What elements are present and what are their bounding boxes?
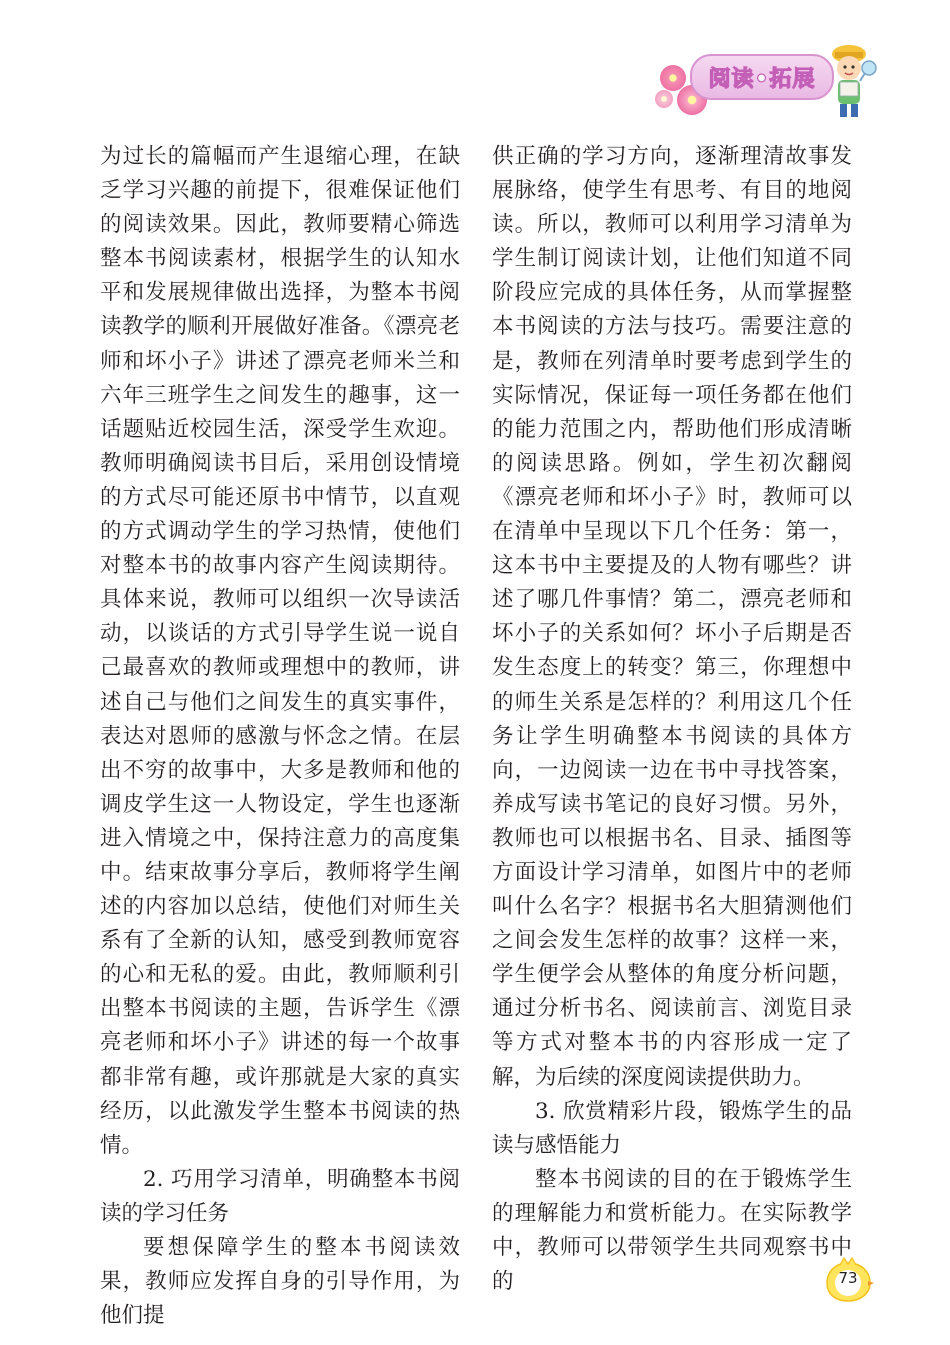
page-number: 73 — [838, 1269, 858, 1287]
flower-icon — [655, 90, 673, 108]
section-heading: 2. 巧用学习清单，明确整本书阅读的学习任务 — [100, 1166, 460, 1226]
section-label: 阅读•拓展 — [708, 66, 816, 92]
body-paragraph: 整本书阅读的目的在于锻炼学生的理解能力和赏析能力。在实际教学中，教师可以带领学生共同观察书中的 — [492, 1166, 852, 1295]
body-paragraph: 为过长的篇幅而产生退缩心理，在缺乏学习兴趣的前提下，很难保证他们的阅读效果。因此，教师要精心筛选整本书阅读素材，根据学生的认知水平和发展规律做出选择，为整本书阅读教学的顺利开展做好准备。《漂亮老师和坏小子》讲述了漂亮老师米兰和六年三班学生之间发生的趣事，这一话题贴近校园生活，深受学生欢迎。教师明确阅读书目后，采用创设情境的方式尽可能还原书中情节，以直观的方式调动学生的学习热情，使他们对整本书的故事内容产生阅读期待。具体来说，教师可以组织一次导读活动，以谈话的方式引导学生说一说自己最喜欢的教师或理想中的教师，讲述自己与他们之间发生的真实事件，表达对恩师的感激与怀念之情。在层出不穷的故事中，大多是教师和他的调皮学生这一人物设定，学生也逐渐进入情境之中，保持注意力的高度集中。结束故事分享后，教师将学生阐述的内容加以总结，使他们对师生关系有了全新的认知，感受到教师宽容的心和无私的爱。由此，教师顺利引出整本书阅读的主题，告诉学生《漂亮老师和坏小子》讲述的每一个故事都非常有趣，或许那就是大家的真实经历，以此激发学生整本书阅读的热情。 — [100, 144, 460, 1158]
section-label-pill — [690, 54, 834, 100]
left-text-column — [100, 140, 460, 1333]
section-header-badge — [655, 40, 885, 120]
child-reading-icon — [825, 42, 879, 120]
page-number-badge — [822, 1257, 874, 1303]
right-text-column — [492, 140, 852, 1299]
body-paragraph: 供正确的学习方向，逐渐理清故事发展脉络，使学生有思考、有目的地阅读。所以，教师可以利用学习清单为学生制订阅读计划，让他们知道不同阶段应完成的具体任务，从而掌握整本书阅读的方法与技巧。需要注意的是，教师在列清单时要考虑到学生的实际情况，保证每一项任务都在他们的能力范围之内，帮助他们形成清晰的阅读思路。例如，学生初次翻阅《漂亮老师和坏小子》时，教师可以在清单中呈现以下几个任务：第一，这本书中主要提及的人物有哪些？讲述了哪几件事情？第二，漂亮老师和坏小子的关系如何？坏小子后期是否发生态度上的转变？第三，你理想中的师生关系是怎样的？利用这几个任务让学生明确整本书阅读的具体方向，一边阅读一边在书中寻找答案，养成写读书笔记的良好习惯。另外，教师也可以根据书名、目录、插图等方面设计学习清单，如图片中的老师叫什么名字？根据书名大胆猜测他们之间会发生怎样的故事？这样一来，学生便学会从整体的角度分析问题，通过分析书名、阅读前言、浏览目录等方式对整本书的内容形成一定了解，为后续的深度阅读提供助力。 — [492, 144, 852, 1090]
body-paragraph: 要想保障学生的整本书阅读效果，教师应发挥自身的引导作用，为他们提 — [100, 1235, 460, 1329]
section-heading: 3. 欣赏精彩片段，锻炼学生的品读与感悟能力 — [492, 1098, 852, 1158]
